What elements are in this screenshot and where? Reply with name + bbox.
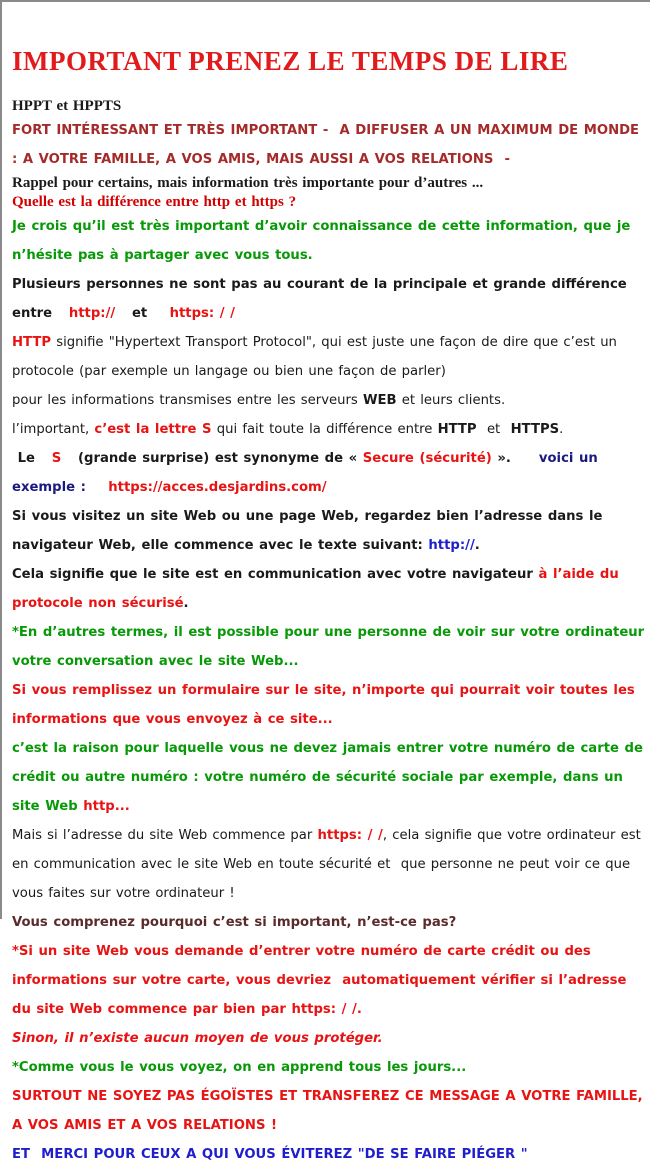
paragraph-question-difference <box>12 193 648 212</box>
text-segment <box>86 480 108 495</box>
paragraph-surtout-transferez <box>12 1082 648 1140</box>
paragraph-vous-comprenez <box>12 908 648 937</box>
text-segment: SURTOUT NE SOYEZ PAS ÉGOÏSTES ET TRANSFEREZ CE MESSAGE A VOTRE FAMILLE, A VOS AMIS ET A VOS RELATIONS ! <box>12 1089 643 1133</box>
text-segment: Je crois qu’il est très important d’avoir connaissance de cette information, que je n’hésite pas à partager avec vous tous. <box>12 219 631 263</box>
text-segment: *Si un site Web vous demande d’entrer votre numéro de carte crédit ou des informations sur votre carte, vous devriez automatiquement vérifier si l’adresse du site Web commence par bien par <box>12 944 627 1017</box>
paragraph-plusieurs-personnes <box>12 270 648 328</box>
text-segment: Cela signifie que le site <box>12 567 196 582</box>
text-segment: et <box>476 422 511 437</box>
text-segment: . <box>183 596 189 611</box>
text-segment: qui fait toute la différence entre <box>211 422 438 437</box>
text-segment: *En d’autres termes, il est possible pour une personne de voir sur votre ordinateur votre conversation avec le site Web... <box>12 625 645 669</box>
text-segment: , <box>382 828 393 843</box>
http-link[interactable]: http:// <box>68 306 116 321</box>
text-segment: signifie "Hypertext Transport Protocol", qui est juste une façon de dire que c’est un protocole (par exemple un langage ou bien une façon de parler) <box>12 335 617 379</box>
text-segment: ? <box>283 194 297 210</box>
http-link[interactable]: http:// <box>428 538 475 553</box>
text-segment: . <box>474 538 480 553</box>
paragraph-et-merci <box>12 1140 648 1169</box>
text-segment: http... <box>83 799 130 814</box>
text-segment: Vous comprenez pourquoi c’est si important, n’est-ce pas? <box>12 915 457 930</box>
text-segment: . <box>356 1002 362 1017</box>
text-segment: ! <box>224 886 235 901</box>
desjardins-link[interactable]: https://acces.desjardins.com/ <box>108 480 327 495</box>
paragraph-hppt-subtitle <box>12 97 648 116</box>
paragraph-je-crois <box>12 212 648 270</box>
paragraph-raison-carte-credit <box>12 734 648 821</box>
paragraph-sinon-protection <box>12 1024 648 1053</box>
text-segment: à l’aide du protocole non sécurisé <box>12 567 619 611</box>
text-segment: *Comme vous le vous voyez, on en apprend tous les jours... <box>12 1060 467 1075</box>
text-segment: . <box>559 422 564 437</box>
text-segment: HPPT et HPPTS <box>12 98 122 114</box>
text-segment: Secure (sécurité) <box>362 451 498 466</box>
text-segment: HTTPS <box>510 422 560 437</box>
text-segment: FORT INTÉRESSANT ET TRÈS IMPORTANT - A DIFFUSER A UN MAXIMUM DE MONDE : A VOTRE FAMILLE, A VOS AMIS, MAIS AUSSI A VOS RELATIONS - <box>12 123 640 167</box>
text-segment: Plusieurs personnes ne sont pas au courant de la principale et grande différence entre <box>12 277 627 321</box>
text-segment: et leurs clients. <box>396 393 506 408</box>
https-link[interactable]: https: / / <box>317 828 383 843</box>
text-segment: l’important, <box>12 422 95 437</box>
text-segment: Le <box>12 451 52 466</box>
text-segment: ». <box>497 451 539 466</box>
text-segment: (grande surprise) est synonyme de « <box>61 451 363 466</box>
paragraph-http-definition <box>12 328 648 415</box>
https-link[interactable]: https: / / <box>291 1002 357 1017</box>
paragraph-rappel <box>12 174 648 193</box>
paragraph-le-s-secure <box>12 444 648 502</box>
text-segment: c’est la lettre S <box>94 422 212 437</box>
paragraph-mais-si-https <box>12 821 648 908</box>
https-link[interactable]: https <box>251 194 284 210</box>
text-segment: S <box>51 451 62 466</box>
paragraph-cela-signifie <box>12 560 648 618</box>
paragraph-comme-vous-voyez <box>12 1053 648 1082</box>
text-segment: c’est la raison pour laquelle vous ne devez jamais entrer votre numéro de carte de crédit ou autre numéro : votre numéro de sécurité sociale par exemple, dans un site Web <box>12 741 643 814</box>
text-segment: voici un exemple : <box>12 451 598 495</box>
text-segment: Si vous visitez un site Web ou une page Web, regardez bien l’adresse dans le navigateur Web, elle commence avec le texte suivant: <box>12 509 603 553</box>
https-link[interactable]: https: / / <box>169 306 235 321</box>
text-segment: Quelle est la différence entre <box>12 194 204 210</box>
text-segment: HTTP <box>437 422 477 437</box>
text-segment: et <box>115 306 170 321</box>
paragraph-limportant-lettre-s <box>12 415 648 444</box>
paragraph-si-site-demande <box>12 937 648 1024</box>
document-body <box>12 97 648 1169</box>
text-segment: Rappel pour certains, mais information très importante pour d’autres ... <box>12 175 484 191</box>
text-segment: Mais si l’adresse du site Web commence par <box>12 828 318 843</box>
text-segment: est en communication avec votre navigateur <box>195 567 533 582</box>
paragraph-si-vous-visitez <box>12 502 648 560</box>
paragraph-en-dautres-termes <box>12 618 648 676</box>
text-segment: Si vous remplissez un formulaire sur le site, n’importe qui pourrait voir toutes les informations que vous envoyez à ce site... <box>12 683 635 727</box>
text-segment: et <box>230 194 252 210</box>
text-segment: pour les informations transmises entre les serveurs <box>12 393 363 408</box>
paragraph-fort-interessant <box>12 116 648 174</box>
http-link[interactable]: http <box>203 194 231 210</box>
http-term-link[interactable]: HTTP <box>12 335 51 350</box>
paragraph-si-vous-remplissez <box>12 676 648 734</box>
text-segment: cela signifie que votre ordinateur est en communication avec le site Web en toute sécurité et que personne ne peut voir ce que vous faites sur votre ordinateur <box>12 828 641 901</box>
text-segment: Sinon, il n’existe aucun moyen de vous protéger. <box>12 1031 383 1046</box>
text-segment: WEB <box>362 393 397 408</box>
text-segment: ET MERCI POUR CEUX A QUI VOUS ÉVITEREZ "DE SE FAIRE PIÉGER " <box>12 1147 528 1162</box>
page-title: IMPORTANT PRENEZ LE TEMPS DE LIRE <box>12 46 569 76</box>
